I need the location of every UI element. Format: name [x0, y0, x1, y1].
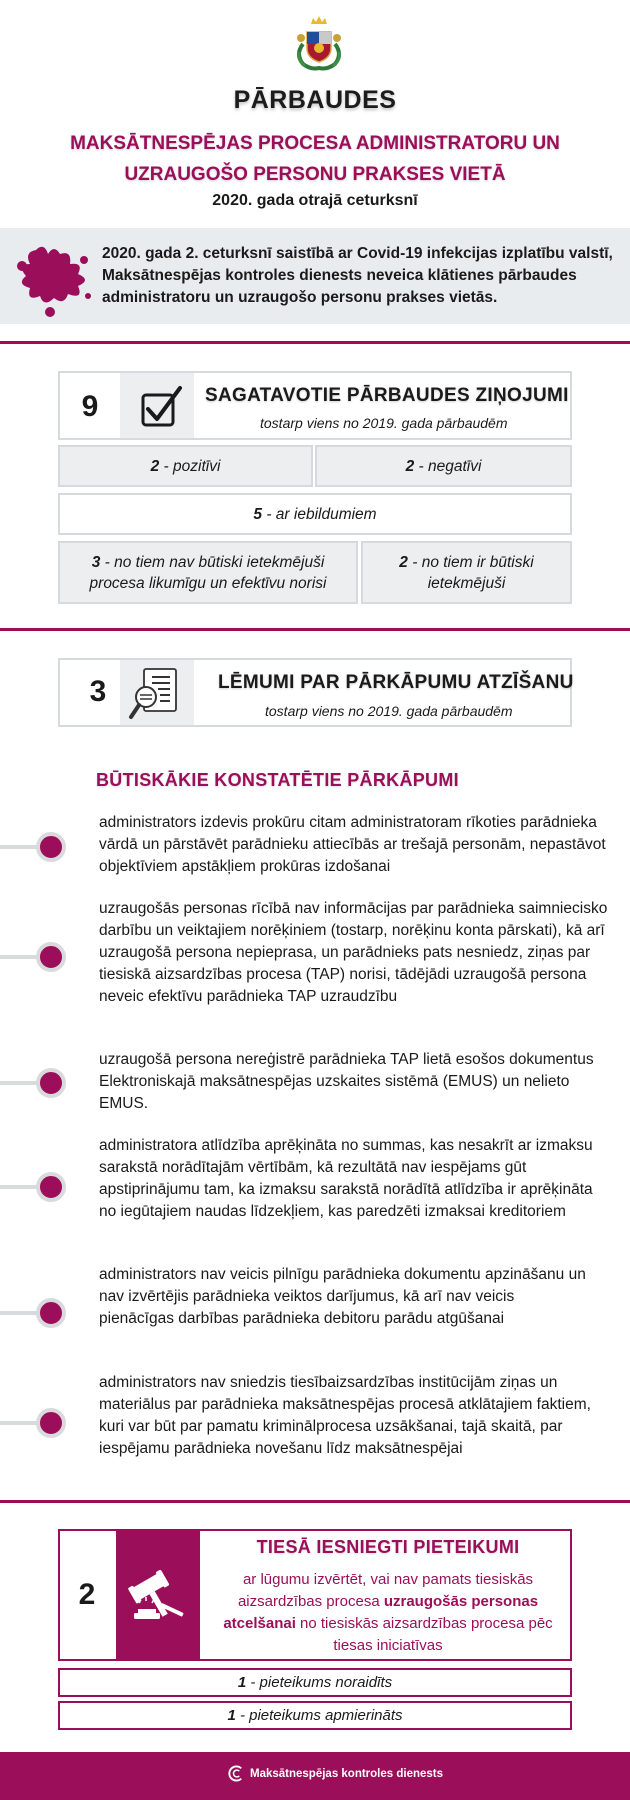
- mkd-logo-icon: [228, 1765, 245, 1782]
- violation-item: administrators nav veicis pilnīgu parādnieka dokumentu apzināšanu un nav izvērtējis parādnieka veiktos darījumus, kā arī nav veicis pienācīgas darbības parādnieka debitoru parādu atgūšanai: [99, 1266, 586, 1327]
- covid-notice-text: 2020. gada 2. ceturksnī saistībā ar Covid-19 infekcijas izplatību valstī, Maksātnespējas kontroles dienests neveica klātienes pārbaudes administratoru un uzraugošo personu prakses vietās.: [102, 245, 613, 306]
- decisions-note: tostarp viens no 2019. gada pārbaudēm: [265, 703, 513, 719]
- violation-item: administrators izdevis prokūru citam administratoram rīkoties parādnieka vārdā un pārstāvēt parādnieku attiecībās ar trešajā personām, nepastāvot objektīviem apstākļiem prokūras izdošanai: [99, 814, 606, 875]
- court-satisfied-row: [58, 1701, 572, 1730]
- court-satisfied-label: - pieteikums apmierināts: [235, 1707, 403, 1724]
- timeline-dot: [36, 1408, 66, 1438]
- significant-cell: [361, 541, 572, 604]
- timeline-dot: [36, 832, 66, 862]
- timeline-dot: [36, 942, 66, 972]
- not-significant-label: - no tiem nav būtiski ietekmējuši procesa likumīgu un efektīvu norisi: [89, 553, 327, 592]
- significant-count: 2: [399, 553, 408, 571]
- objections-count: 5: [253, 505, 263, 523]
- violation-item: administrators nav sniedzis tiesībaizsardzības institūcijām ziņas un materiālus par parādnieka maksātnespējas procesā atklātajiem faktiem, kuri var būt par pamatu kriminālprocesa uzsākšanai, tajā skaitā, par iespējamu parādnieka novešanu līdz maksātnespējai: [99, 1374, 591, 1457]
- decisions-heading: LĒMUMI PAR PĀRKĀPUMU ATZĪŠANU: [218, 672, 574, 693]
- checkbox-checked-icon: [140, 385, 184, 427]
- significant-label: - no tiem ir būtiski ietekmējuši: [407, 553, 534, 592]
- subtitle-line-2: UZRAUGOŠO PERSONU PRAKSES VIETĀ: [124, 164, 506, 185]
- positive-label: - pozitīvi: [159, 457, 221, 475]
- page-subtitle: [60, 128, 570, 190]
- objections-label: - ar iebildumiem: [262, 505, 377, 523]
- timeline-dot: [36, 1068, 66, 1098]
- reports-heading: SAGATAVOTIE PĀRBAUDES ZIŅOJUMI: [205, 385, 569, 406]
- violation-item: uzraugošā persona nereģistrē parādnieka TAP lietā esošos dokumentus Elektroniskajā maksātnespējas uzskaites sistēmā (EMUS) un nelieto EMUS.: [99, 1051, 594, 1112]
- court-heading: TIESĀ IESNIEGTI PIETEIKUMI: [256, 1537, 520, 1557]
- court-text-part2: no tiesiskās aizsardzības procesa pēc tiesas iniciatīvas: [295, 1615, 553, 1654]
- not-significant-cell: [58, 541, 358, 604]
- negative-label: - negatīvi: [414, 457, 482, 475]
- footer-org-name: Maksātnespējas kontroles dienests: [250, 1768, 444, 1780]
- objections-cell: [58, 493, 572, 535]
- section-divider: [0, 1500, 630, 1503]
- negative-count: 2: [405, 457, 415, 475]
- period-label: 2020. gada otrajā ceturksnī: [212, 192, 418, 209]
- timeline-dot: [36, 1298, 66, 1328]
- virus-splat-icon: [14, 240, 94, 318]
- reports-note: tostarp viens no 2019. gada pārbaudēm: [260, 415, 508, 431]
- court-text-bold: uzraugošās personas atcelšanai: [223, 1593, 539, 1632]
- section-divider: [0, 628, 630, 631]
- section-divider: [0, 341, 630, 344]
- violations-title: BŪTISKĀKIE KONSTATĒTIE PĀRKĀPUMI: [96, 770, 459, 790]
- violation-item: administratora atlīdzība aprēķināta no summas, kas nesakrīt ar izmaksu sarakstā norādītajām vērtībām, kā rezultātā nav iespējams gūt apstiprinājumu tam, ka izmaksu sarakstā norādītā atlīdzība ir aprēķināta no iegūtajiem naudas līdzekļiem, kas paredzēti izmaksai kreditoriem: [99, 1137, 593, 1220]
- violation-item: uzraugošās personas rīcībā nav informācijas par parādnieka saimniecisko darbību un veiktajiem norēķiniem (tostarp, norēķinu konta pārskati), kā arī uzraugošā persona nepieprasa, un parādnieks pats nesniedz, ziņas par tiesiskā aizsardzības procesa (TAP) norisi, tādējādi uzraugošā persona neveic efektīvu parādnieka TAP uzraudzību: [99, 900, 608, 1005]
- court-text-part1: ar lūgumu izvērtēt, vai nav pamats tiesiskās aizsardzības procesa: [237, 1571, 534, 1610]
- court-rejected-count: 1: [237, 1674, 247, 1691]
- positive-count: 2: [150, 457, 160, 475]
- document-magnifier-icon: [128, 665, 184, 721]
- not-significant-count: 3: [91, 553, 101, 571]
- court-text: [212, 1569, 564, 1657]
- decisions-icon-tile: [120, 660, 194, 725]
- decisions-count: 3: [89, 675, 107, 708]
- timeline-dot: [36, 1172, 66, 1202]
- subtitle-line-1: MAKSĀTNESPĒJAS PROCESA ADMINISTRATORU UN: [70, 133, 560, 154]
- gavel-icon: [128, 1567, 188, 1623]
- court-satisfied-count: 1: [227, 1707, 236, 1724]
- court-count: 2: [78, 1578, 96, 1611]
- court-rejected-label: - pieteikums noraidīts: [246, 1674, 393, 1691]
- court-rejected-row: [58, 1668, 572, 1697]
- court-icon-tile: [116, 1531, 200, 1659]
- reports-count: 9: [81, 390, 99, 423]
- reports-icon-tile: [120, 373, 194, 438]
- page-title: PĀRBAUDES: [233, 86, 397, 114]
- latvia-coat-of-arms-icon: [293, 14, 345, 72]
- negative-cell: [315, 445, 572, 487]
- positive-cell: [58, 445, 313, 487]
